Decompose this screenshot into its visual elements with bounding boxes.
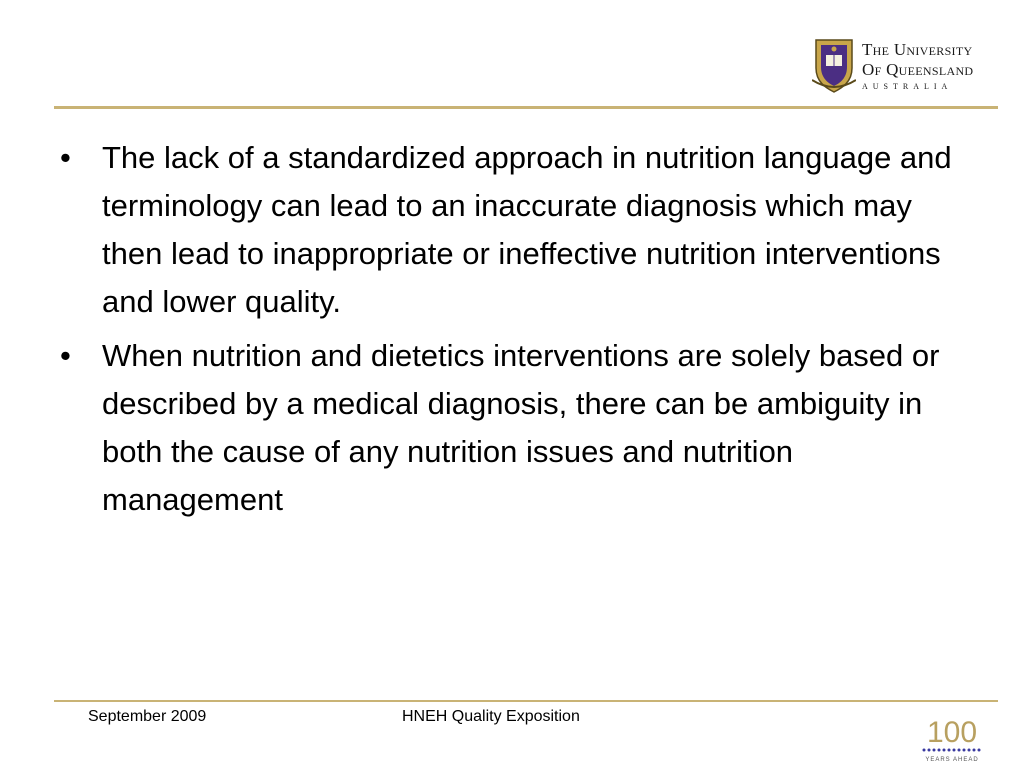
bullet-text: The lack of a standardized approach in nutrition language and terminology can lead to an inaccurate diagnosis which may then lead to inappropriate or ineffective nutrition interventions and lower quality. — [102, 140, 952, 319]
centenary-tagline: YEARS AHEAD — [925, 757, 979, 763]
bullet-text: When nutrition and dietetics interventions are solely based or described by a medical diagnosis, there can be ambiguity in both the cause of any nutrition issues and nutrition management — [102, 338, 940, 517]
footer-divider — [54, 700, 998, 702]
bullet-list — [60, 134, 980, 530]
university-country: AUSTRALIA — [862, 82, 953, 91]
university-name-line1: The University — [862, 40, 973, 59]
crest-icon — [812, 38, 856, 94]
bullet-item — [60, 134, 980, 326]
university-wordmark — [862, 40, 973, 91]
bullet-marker: • — [60, 338, 71, 373]
centenary-number: 100 — [926, 716, 978, 749]
header-divider — [54, 106, 998, 109]
university-name-line2: Of Queensland — [862, 60, 974, 79]
university-logo — [812, 38, 1002, 100]
footer-title: HNEH Quality Exposition — [402, 708, 580, 725]
bullet-item — [60, 332, 980, 524]
centenary-logo-icon — [916, 712, 988, 764]
bullet-marker: • — [60, 140, 71, 175]
footer-date: September 2009 — [88, 708, 207, 725]
